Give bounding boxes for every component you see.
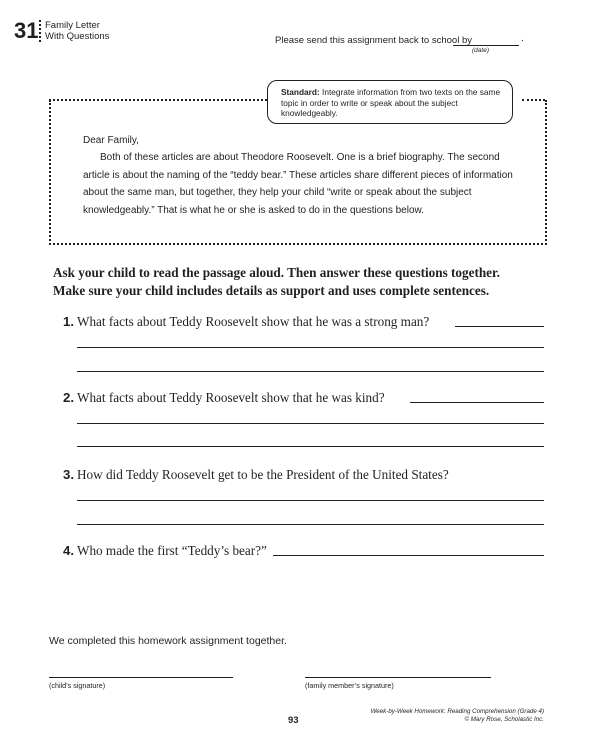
answer-line[interactable] <box>77 371 544 372</box>
completed-statement: We completed this homework assignment together. <box>49 635 287 647</box>
credit-copyright: © Mary Rose, Scholastic Inc. <box>464 716 544 723</box>
date-caption: (date) <box>472 47 489 54</box>
question-2 <box>63 390 385 406</box>
question-number: 2. <box>63 390 74 405</box>
page-number: 93 <box>288 715 299 726</box>
header-divider <box>39 20 41 42</box>
letter-greeting: Dear Family, <box>83 135 139 146</box>
answer-line[interactable] <box>77 446 544 447</box>
child-signature-line[interactable] <box>49 677 233 678</box>
question-text: What facts about Teddy Roosevelt show that he was kind? <box>77 390 385 405</box>
question-4 <box>63 543 267 559</box>
question-text: Who made the first “Teddy’s bear?” <box>77 543 267 558</box>
lesson-title-line1: Family Letter <box>45 20 100 31</box>
answer-line[interactable] <box>77 347 544 348</box>
standard-box <box>267 80 513 124</box>
send-back-text: Please send this assignment back to school by <box>275 35 472 46</box>
answer-line[interactable] <box>77 524 544 525</box>
question-text: How did Teddy Roosevelt get to be the President of the United States? <box>77 467 449 482</box>
lesson-title-line2: With Questions <box>45 31 110 42</box>
credit-title: Week-by-Week Homework: Reading Comprehension (Grade 4) <box>370 708 544 715</box>
question-number: 4. <box>63 543 74 558</box>
letter-box-top-border <box>49 99 267 101</box>
instructions-line1: Ask your child to read the passage aloud. Then answer these questions together. <box>53 265 500 280</box>
date-period: . <box>521 33 524 44</box>
answer-line[interactable] <box>273 555 544 556</box>
question-1 <box>63 314 429 330</box>
answer-line[interactable] <box>77 423 544 424</box>
letter-body: Both of these articles are about Theodore Roosevelt. One is a brief biography. The second article is about the naming of the “teddy bear.” These articles share different pieces of information about the same man, but together, they help your child “write or speak about the subject knowledgeably.” That is what he or she is asked to do in the questions below. <box>83 152 513 216</box>
family-signature-caption: (family member’s signature) <box>305 681 394 690</box>
answer-line[interactable] <box>77 500 544 501</box>
instructions-line2: Make sure your child includes details as support and uses complete sentences. <box>53 283 490 298</box>
answer-line[interactable] <box>455 326 544 327</box>
question-number: 3. <box>63 467 74 482</box>
standard-label: Standard: <box>281 87 320 97</box>
lesson-number: 31 <box>14 18 39 43</box>
family-letter <box>83 132 513 219</box>
date-line[interactable] <box>453 45 519 46</box>
answer-line[interactable] <box>410 402 544 403</box>
family-signature-line[interactable] <box>305 677 491 678</box>
question-text: What facts about Teddy Roosevelt show that he was a strong man? <box>77 314 430 329</box>
credit-line <box>350 708 544 724</box>
letter-box-top-border-right <box>522 99 545 101</box>
child-signature-caption: (child’s signature) <box>49 681 106 690</box>
standard-text: Integrate information from two texts on the same topic in order to write or speak about the subject knowledgeably. <box>281 87 501 118</box>
lesson-title <box>45 20 109 42</box>
question-number: 1. <box>63 314 74 329</box>
instructions <box>53 264 500 300</box>
question-3 <box>63 467 449 483</box>
